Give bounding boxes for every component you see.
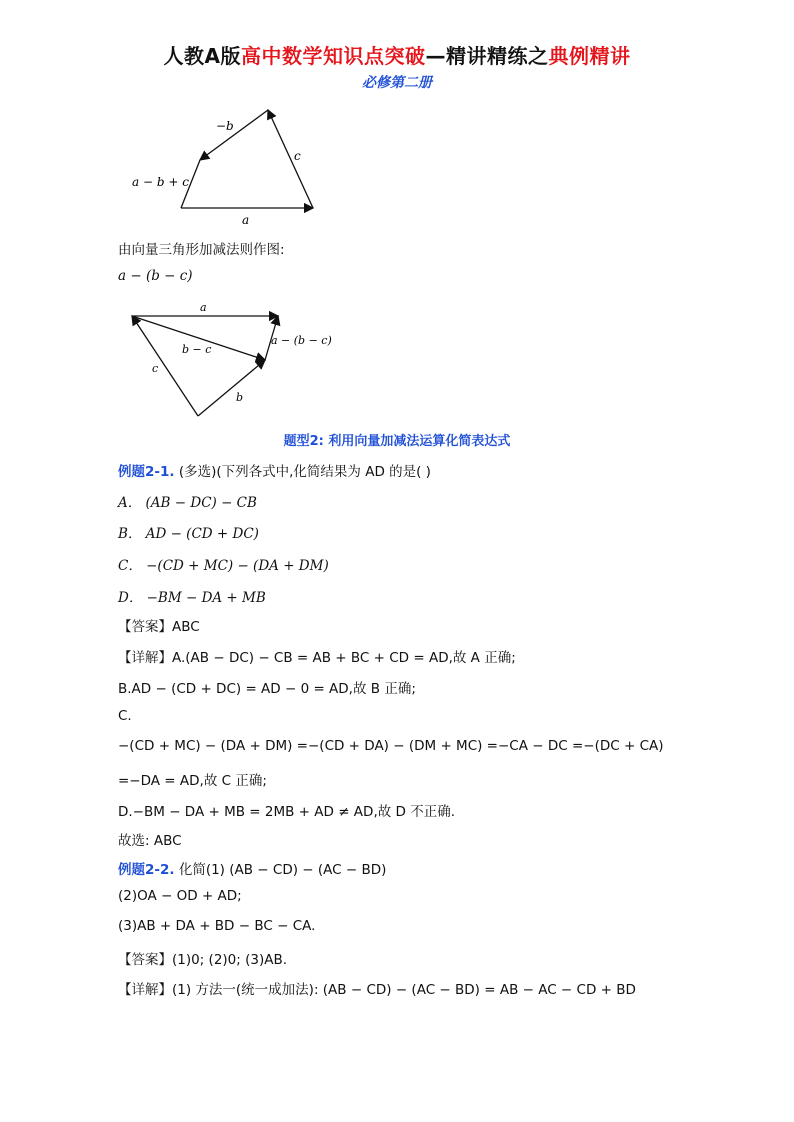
choice-2-1: 故选: ABC — [118, 833, 182, 849]
caption-1: 由向量三角形加减法则作图: — [118, 242, 285, 258]
detail-2-1-c-cont: =−DA = AD,故 C 正确; — [118, 773, 267, 789]
header-part3: —精讲精练之 — [425, 44, 549, 68]
section-title: 题型2: 利用向量加减法运算化简表达式 — [283, 434, 511, 449]
answer-2-1: 【答案】ABC — [118, 619, 200, 635]
example-tag: 例题2-1. — [118, 464, 175, 480]
detail-2-2: 【详解】(1) 方法一(统一成加法): (AB − CD) − (AC − BD) = AB − AC − CD + BD — [118, 982, 636, 998]
expression-line: a − (b − c) — [118, 268, 193, 284]
vector-c-line — [268, 110, 313, 208]
example-stem: (多选)(下列各式中,化简结果为 AD 的是( ) — [174, 464, 431, 480]
label-a: a — [242, 213, 250, 227]
detail-2-1-d: D.−BM − DA + MB = 2MB + AD ≠ AD,故 D 不正确. — [118, 804, 455, 820]
label-c: c — [152, 362, 159, 375]
page-subheader: 必修第二册 — [362, 75, 432, 91]
example-2-2-line3: (3)AB + DA + BD − BC − CA. — [118, 918, 316, 934]
header-part1: 人教A版 — [163, 44, 241, 68]
label-result: a − (b − c) — [271, 334, 332, 347]
example-2-1-stem — [118, 460, 431, 480]
example-stem: 化简(1) (AB − CD) − (AC − BD) — [174, 862, 387, 878]
detail-2-1-a: 【详解】A.(AB − DC) − CB = AB + BC + CD = AD,故 A 正确; — [118, 650, 516, 666]
label-a: a — [200, 301, 207, 314]
label-b: b — [236, 391, 244, 404]
label-b-minus-c: b − c — [182, 343, 212, 356]
detail-2-1-c-label: C. — [118, 708, 132, 724]
vector-minus-b-line — [200, 110, 268, 160]
example-2-2-line2: (2)OA − OD + AD; — [118, 888, 242, 904]
vector-triangle-figure-2 — [118, 298, 358, 423]
option-c: C． −(CD + MC) − (DA + DM) — [118, 558, 329, 574]
option-b: B． AD − (CD + DC) — [118, 526, 259, 542]
answer-2-2: 【答案】(1)0; (2)0; (3)AB. — [118, 952, 288, 968]
label-minus-b: −b — [216, 119, 234, 133]
detail-2-1-b: B.AD − (CD + DC) = AD − 0 = AD,故 B 正确; — [118, 681, 416, 697]
example-2-2-stem — [118, 858, 386, 878]
header-part2: 高中数学知识点突破 — [240, 44, 426, 68]
option-a: A． (AB − DC) − CB — [118, 495, 257, 511]
detail-2-1-c: −(CD + MC) − (DA + DM) =−(CD + DA) − (DM + MC) =−CA − DC =−(DC + CA) — [118, 738, 664, 754]
vector-b-line — [198, 360, 265, 416]
example-tag: 例题2-2. — [118, 862, 175, 878]
vector-c-line — [132, 316, 198, 416]
label-c: c — [294, 149, 301, 163]
label-result: a − b + c — [132, 175, 189, 189]
page-header — [0, 40, 794, 69]
vector-triangle-figure-1 — [118, 100, 358, 230]
option-d: D． −BM − DA + MB — [118, 590, 266, 606]
header-part4: 典例精讲 — [548, 44, 631, 68]
